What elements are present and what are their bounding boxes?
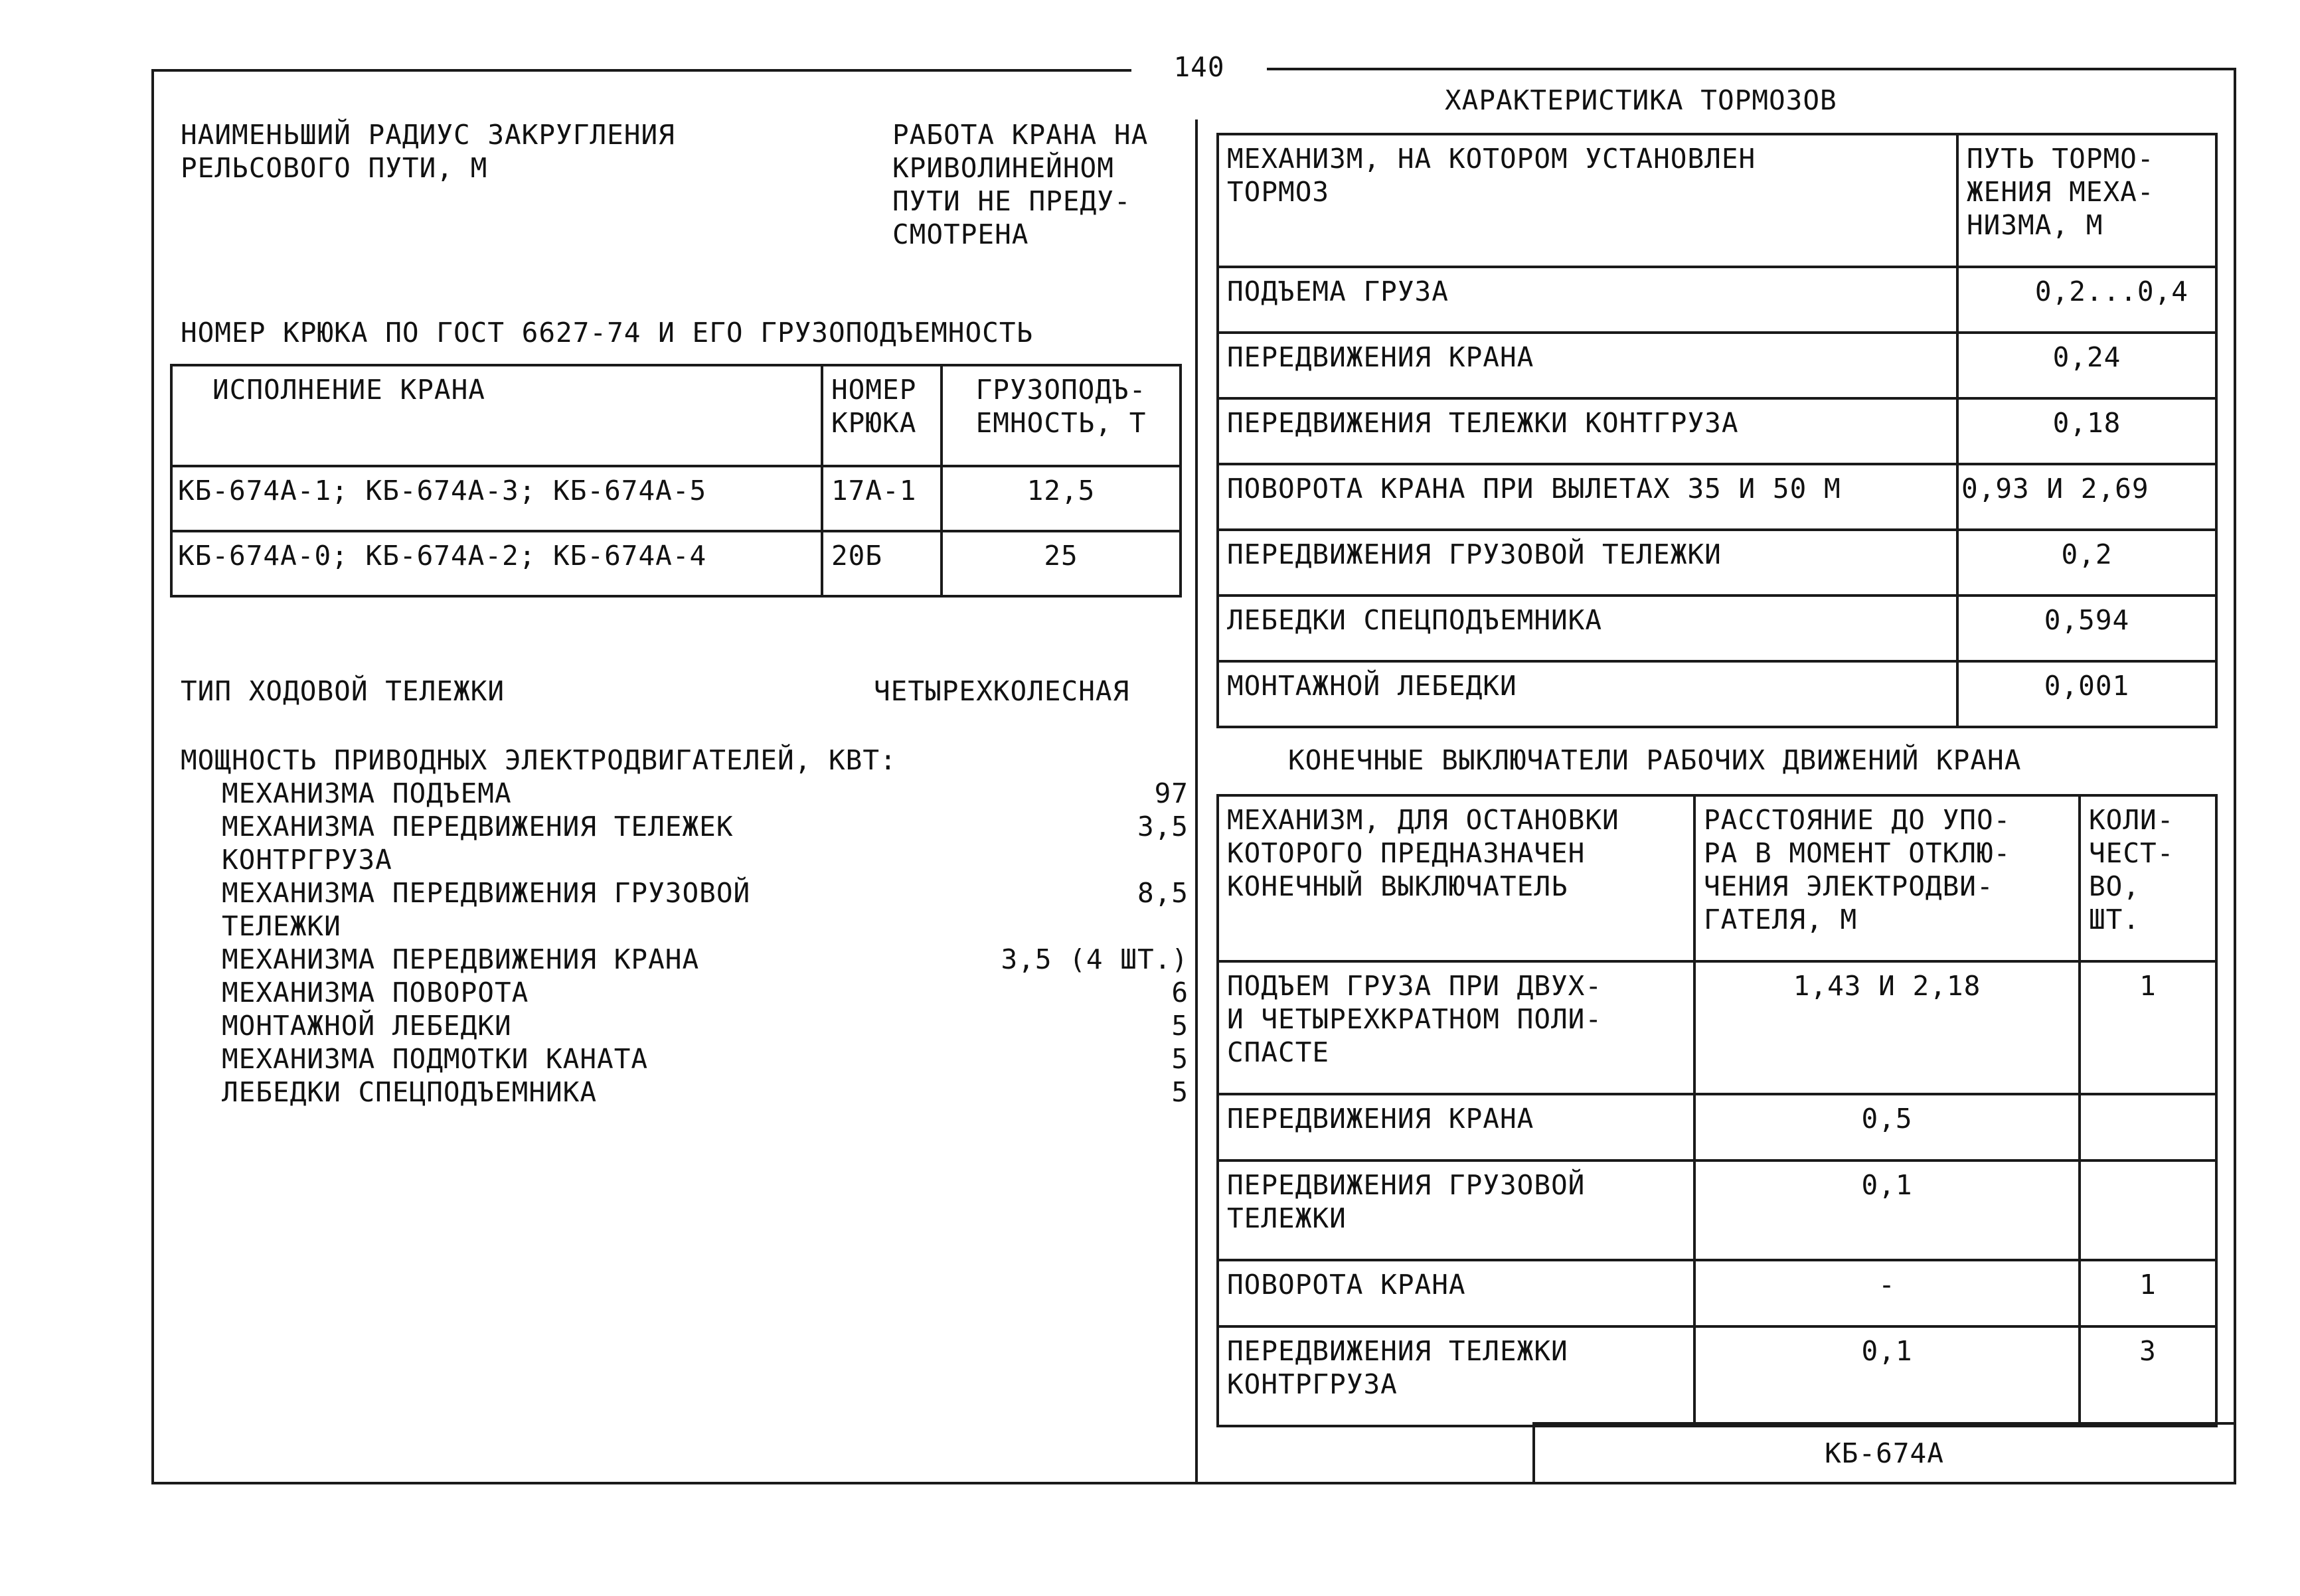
power-item-label: МЕХАНИЗМА ПОВОРОТА [222,977,529,1008]
brakes-row-mechanism: ПЕРЕДВИЖЕНИЯ ТЕЛЕЖКИ КОНТГРУЗА [1218,398,1957,464]
power-item-value: 5 [1171,1043,1189,1075]
page-number: 140 [1173,51,1225,83]
switches-row-distance: 0,1 [1694,1326,2080,1426]
switches-row-count [2080,1094,2216,1160]
power-item [222,777,1189,810]
frame-top-right [1267,68,2236,70]
hook-row-2-capacity: 25 [942,531,1181,596]
power-item-value: 3,5 [1137,811,1189,842]
power-item-label: МЕХАНИЗМА ПЕРЕДВИЖЕНИЯ ТЕЛЕЖЕК КОНТРГРУЗА [222,811,734,876]
stamp-label: КБ-674А [1825,1437,1944,1469]
brakes-row-distance: 0,18 [1957,398,2216,464]
power-item [222,876,1189,943]
hook-row-1-number: 17А-1 [822,466,942,531]
hook-table [170,364,1182,598]
switches-row-distance: 0,5 [1694,1094,2080,1160]
frame-center-divider [1195,120,1198,1484]
radius-value: РАБОТА КРАНА НА КРИВОЛИНЕЙНОМ ПУТИ НЕ ПРЕДУ- СМОТРЕНА [892,119,1149,250]
power-item-value: 3,5 (4 ШТ.) [1001,943,1189,975]
switches-title: КОНЕЧНЫЕ ВЫКЛЮЧАТЕЛИ РАБОЧИХ ДВИЖЕНИЙ КРАНА [1288,744,2022,776]
switches-row-count: 3 [2080,1326,2216,1426]
bogie-type-value: ЧЕТЫРЕХКОЛЕСНАЯ [874,675,1130,707]
frame-left [151,69,154,1484]
brakes-row-distance: 0,001 [1957,661,2216,727]
brakes-row-mechanism: ПОДЪЕМА ГРУЗА [1218,267,1957,333]
brakes-row-distance: 0,93 И 2,69 [1957,464,2216,530]
switches-row-distance: 1,43 И 2,18 [1694,961,2080,1094]
power-item [222,943,1189,976]
brakes-row-distance: 0,2...0,4 [1957,267,2216,333]
brakes-row-distance: 0,24 [1957,333,2216,398]
power-list [222,777,1189,1109]
stamp-top-line [1532,1422,2236,1425]
brakes-header-distance: ПУТЬ ТОРМО- ЖЕНИЯ МЕХА- НИЗМА, М [1957,134,2216,267]
switches-header-distance: РАССТОЯНИЕ ДО УПО- РА В МОМЕНТ ОТКЛЮ- ЧЕНИЯ ЭЛЕКТРОДВИ- ГАТЕЛЯ, М [1694,795,2080,961]
switches-header-mechanism: МЕХАНИЗМ, ДЛЯ ОСТАНОВКИ КОТОРОГО ПРЕДНАЗНАЧЕН КОНЕЧНЫЙ ВЫКЛЮЧАТЕЛЬ [1218,795,1694,961]
power-item [222,976,1189,1009]
hook-row-2-execution: КБ-674А-0; КБ-674А-2; КБ-674А-4 [171,531,822,596]
hook-header-number: НОМЕР КРЮКА [822,365,942,466]
brakes-table [1216,133,2218,728]
power-item-value: 5 [1171,1076,1189,1108]
switches-row-count: 1 [2080,961,2216,1094]
power-item [222,810,1189,876]
frame-bottom [151,1482,2236,1484]
switches-row-distance: - [1694,1260,2080,1326]
switches-row-count: 1 [2080,1260,2216,1326]
switches-row-mechanism: ПЕРЕДВИЖЕНИЯ ГРУЗОВОЙ ТЕЛЕЖКИ [1218,1160,1694,1260]
switches-header-count: КОЛИ- ЧЕСТ- ВО, ШТ. [2080,795,2216,961]
brakes-row-mechanism: ЛЕБЕДКИ СПЕЦПОДЪЕМНИКА [1218,596,1957,661]
hook-row-1-capacity: 12,5 [942,466,1181,531]
brakes-row-mechanism: МОНТАЖНОЙ ЛЕБЕДКИ [1218,661,1957,727]
power-item [222,1009,1189,1042]
switches-row-mechanism: ПЕРЕДВИЖЕНИЯ КРАНА [1218,1094,1694,1160]
switches-row-count [2080,1160,2216,1260]
power-item-value: 97 [1154,777,1189,809]
hook-row-1-execution: КБ-674А-1; КБ-674А-3; КБ-674А-5 [171,466,822,531]
bogie-type-label: ТИП ХОДОВОЙ ТЕЛЕЖКИ [181,675,505,707]
brakes-row-mechanism: ПЕРЕДВИЖЕНИЯ КРАНА [1218,333,1957,398]
hook-section-title: НОМЕР КРЮКА ПО ГОСТ 6627-74 И ЕГО ГРУЗОПОДЪЕМНОСТЬ [181,317,1034,349]
power-item [222,1076,1189,1109]
switches-row-mechanism: ПОВОРОТА КРАНА [1218,1260,1694,1326]
power-item-label: ЛЕБЕДКИ СПЕЦПОДЪЕМНИКА [222,1076,598,1108]
radius-label: НАИМЕНЬШИЙ РАДИУС ЗАКРУГЛЕНИЯ РЕЛЬСОВОГО ПУТИ, М [181,119,675,184]
power-item-value: 8,5 [1137,877,1189,909]
switches-row-distance: 0,1 [1694,1160,2080,1260]
frame-right [2234,68,2236,1484]
switches-row-mechanism: ПЕРЕДВИЖЕНИЯ ТЕЛЕЖКИ КОНТРГРУЗА [1218,1326,1694,1426]
switches-table [1216,794,2218,1427]
brakes-row-distance: 0,2 [1957,530,2216,596]
brakes-title: ХАРАКТЕРИСТИКА ТОРМОЗОВ [1445,84,1837,116]
brakes-row-mechanism: ПЕРЕДВИЖЕНИЯ ГРУЗОВОЙ ТЕЛЕЖКИ [1218,530,1957,596]
power-title: МОЩНОСТЬ ПРИВОДНЫХ ЭЛЕКТРОДВИГАТЕЛЕЙ, КВТ: [181,744,897,776]
power-item-label: МЕХАНИЗМА ПОДМОТКИ КАНАТА [222,1043,649,1075]
brakes-row-mechanism: ПОВОРОТА КРАНА ПРИ ВЫЛЕТАХ 35 И 50 М [1218,464,1957,530]
power-item-label: МЕХАНИЗМА ПЕРЕДВИЖЕНИЯ КРАНА [222,943,700,975]
brakes-header-mechanism: МЕХАНИЗМ, НА КОТОРОМ УСТАНОВЛЕН ТОРМОЗ [1218,134,1957,267]
power-item [222,1042,1189,1076]
power-item-label: МЕХАНИЗМА ПОДЪЕМА [222,777,512,809]
brakes-row-distance: 0,594 [1957,596,2216,661]
power-item-value: 6 [1171,977,1189,1008]
hook-header-execution: ИСПОЛНЕНИЕ КРАНА [171,365,822,466]
frame-top-left [151,69,1131,72]
hook-header-capacity: ГРУЗОПОДЪ- ЕМНОСТЬ, Т [942,365,1181,466]
power-item-label: МЕХАНИЗМА ПЕРЕДВИЖЕНИЯ ГРУЗОВОЙ ТЕЛЕЖКИ [222,877,751,942]
hook-row-2-number: 20Б [822,531,942,596]
power-item-value: 5 [1171,1010,1189,1042]
switches-row-mechanism: ПОДЪЕМ ГРУЗА ПРИ ДВУХ- И ЧЕТЫРЕХКРАТНОМ ПОЛИ- СПАСТЕ [1218,961,1694,1094]
power-item-label: МОНТАЖНОЙ ЛЕБЕДКИ [222,1010,512,1042]
